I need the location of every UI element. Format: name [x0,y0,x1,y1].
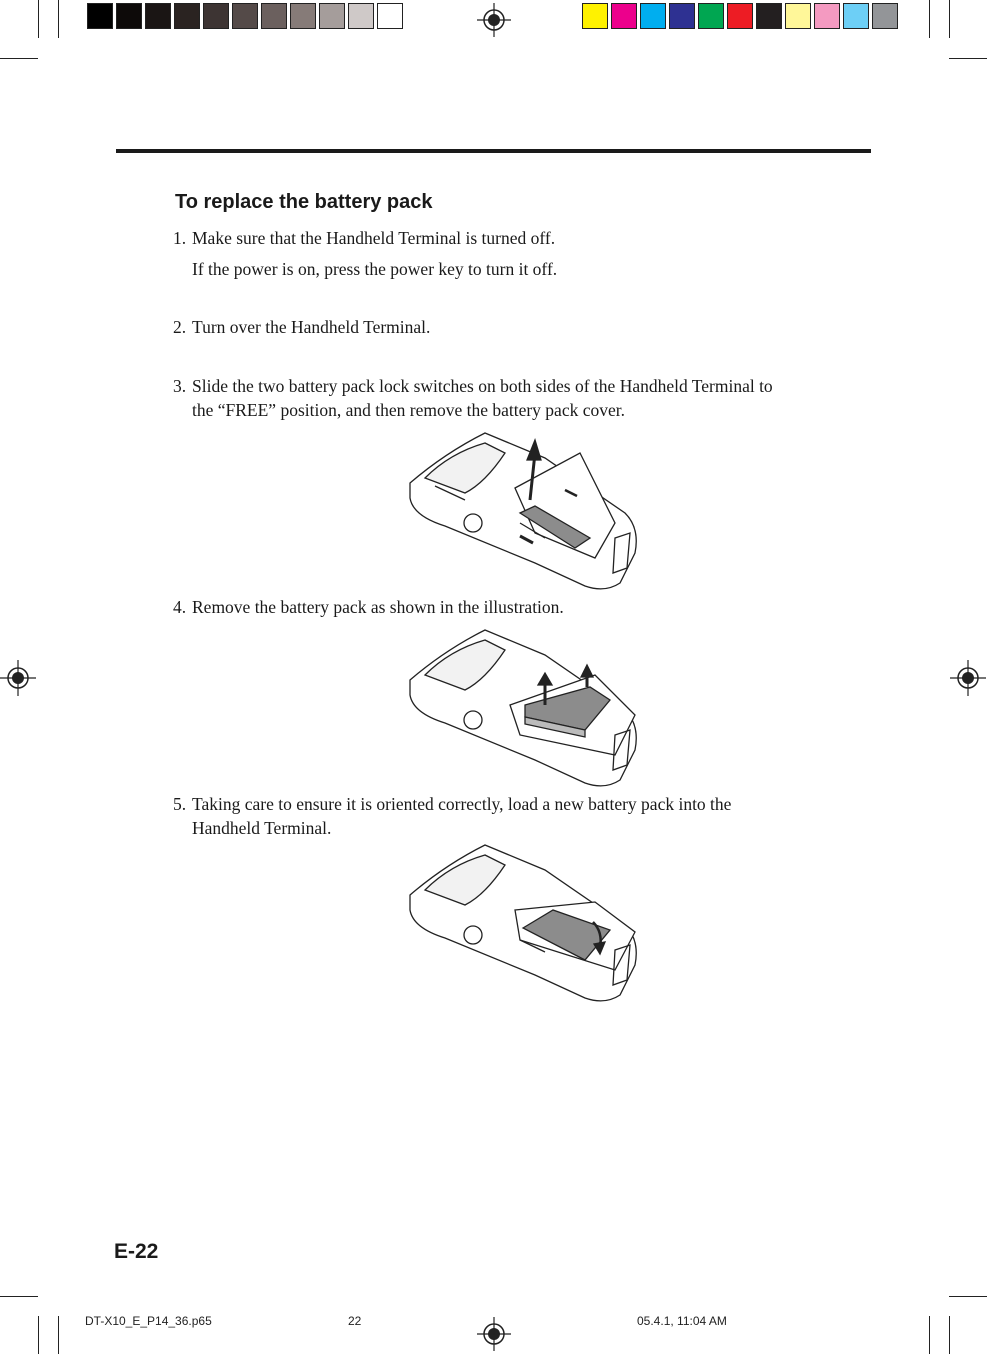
color-swatch [203,3,229,29]
color-swatch [814,3,840,29]
battery-insertion-illustration [405,840,645,1005]
color-swatch [727,3,753,29]
step-text: the “FREE” position, and then remove the battery pack cover. [192,400,625,420]
step-text: Remove the battery pack as shown in the illustration. [192,597,564,617]
crop-mark [929,1316,930,1354]
crop-mark [949,1296,987,1297]
color-swatch [872,3,898,29]
color-swatch [174,3,200,29]
color-swatch [116,3,142,29]
crop-mark [38,1316,39,1354]
header-rule [116,149,871,153]
step-text: If the power is on, press the power key to turn it off. [192,259,558,279]
step-4 [173,595,863,619]
step-text: Make sure that the Handheld Terminal is turned off. [192,228,556,248]
step-number: 5. [173,794,187,814]
registration-mark-top [477,3,511,37]
color-swatch [669,3,695,29]
page-number: E-22 [114,1240,159,1263]
step-text: Taking care to ensure it is oriented correctly, load a new battery pack into the [192,794,732,814]
crop-mark [929,0,930,38]
registration-mark-left [0,660,36,696]
step-number: 3. [173,376,187,396]
crop-mark [949,0,950,38]
color-swatch [87,3,113,29]
color-swatch [232,3,258,29]
step-1 [173,226,863,281]
crop-mark [949,58,987,59]
step-text: Handheld Terminal. [192,818,332,838]
registration-mark-bottom [477,1317,511,1351]
gray-color-bar [87,3,406,29]
crop-mark [949,1316,950,1354]
color-swatch [843,3,869,29]
slug-filename: DT-X10_E_P14_36.p65 [85,1314,212,1328]
registration-mark-right [950,660,986,696]
color-swatch [698,3,724,29]
color-swatch [640,3,666,29]
crop-mark [0,1296,38,1297]
color-swatch [582,3,608,29]
step-number: 1. [173,228,187,248]
color-swatch [756,3,782,29]
step-5 [173,792,863,840]
step-number: 2. [173,317,187,337]
crop-mark [58,0,59,38]
slug-page: 22 [348,1314,362,1328]
color-swatch [348,3,374,29]
battery-removal-illustration [405,625,645,790]
step-text: Turn over the Handheld Terminal. [192,317,431,337]
cover-removal-illustration [405,428,645,593]
slug-timestamp: 05.4.1, 11:04 AM [637,1314,727,1328]
crop-mark [0,58,38,59]
step-2 [173,315,863,339]
step-3 [173,374,863,422]
color-swatch [261,3,287,29]
color-swatch [319,3,345,29]
section-heading: To replace the battery pack [175,191,433,213]
process-color-bar [582,3,901,29]
crop-mark [38,0,39,38]
step-text: Slide the two battery pack lock switches on both sides of the Handheld Terminal to [192,376,773,396]
step-number: 4. [173,597,187,617]
crop-mark [58,1316,59,1354]
color-swatch [377,3,403,29]
color-swatch [611,3,637,29]
color-swatch [145,3,171,29]
color-swatch [785,3,811,29]
color-swatch [290,3,316,29]
